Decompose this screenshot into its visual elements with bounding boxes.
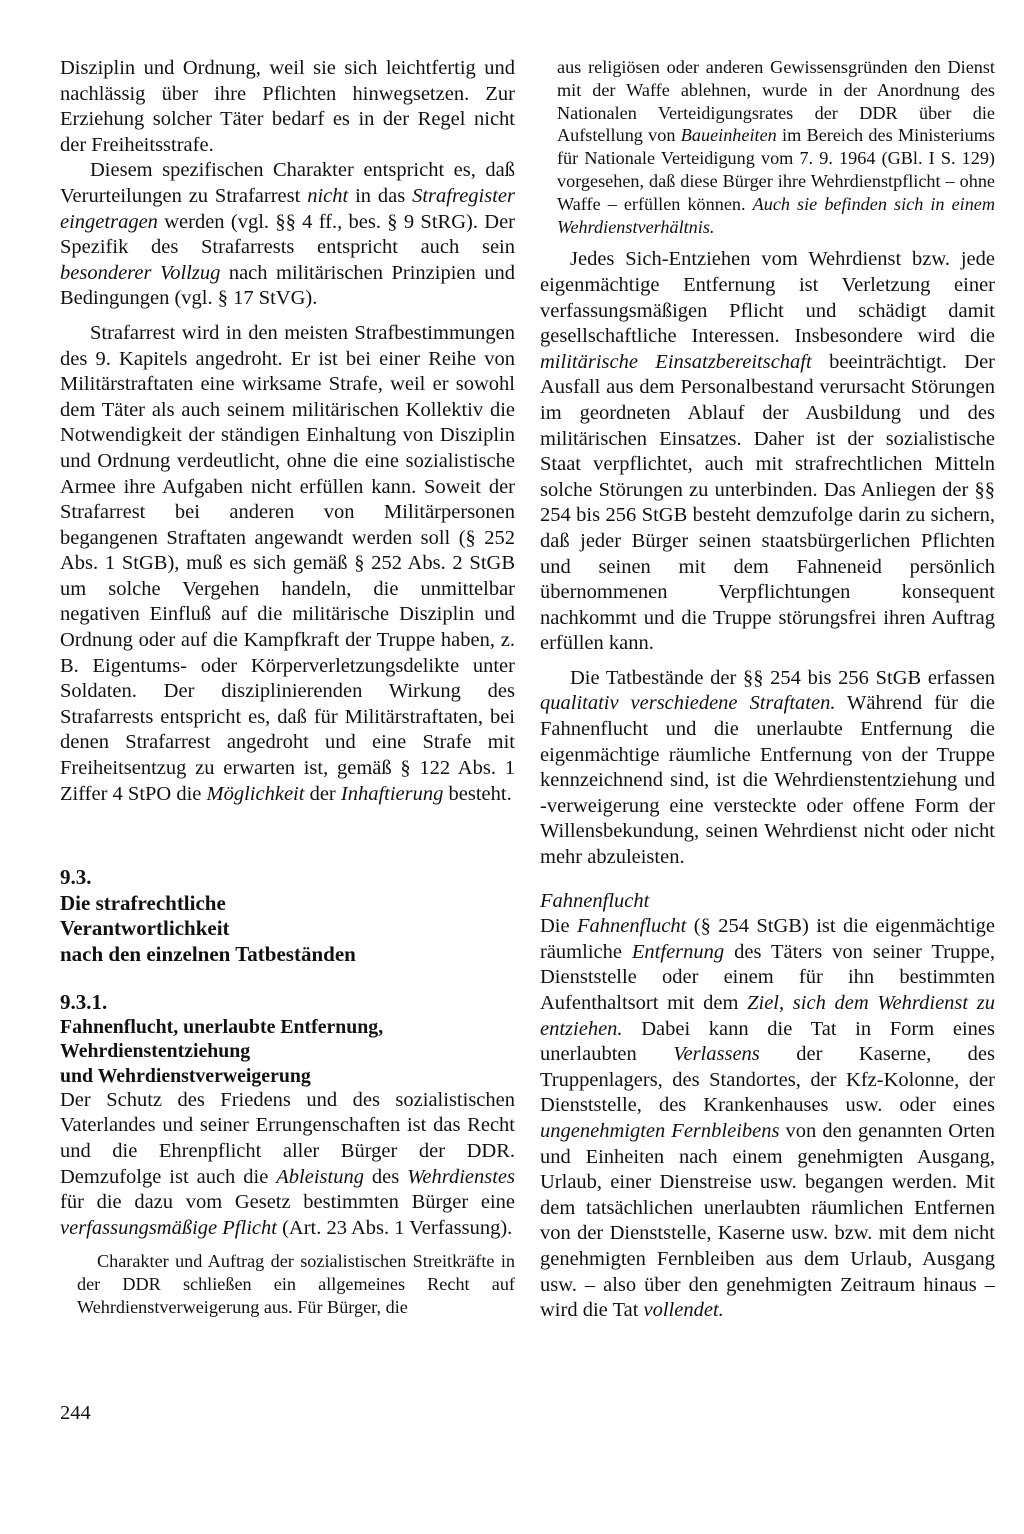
page-number: 244 (60, 1402, 91, 1424)
left-column (60, 56, 515, 1319)
paragraph: Disziplin und Ordnung, weil sie sich leichtfertig und nachlässig über ihre Pflichten hinwegsetzen. Zur Erziehung solcher Täter bedarf es in der Regel nicht der Freiheitsstrafe. (60, 57, 515, 156)
section-number: 9.3. (60, 865, 92, 890)
subsection-heading-line: Wehrdienstentziehung (60, 1040, 251, 1063)
paragraph: Diesem spezifischen Charakter entspricht es, daß Verurteilungen zu Strafarrest nicht in das Strafregister eingetragen werden (vgl. §§ 4 ff., bes. § 9 StRG). Der Spezifik des Strafarrests entspricht auch sein besonderer Vollzug nach militärischen Prinzipien und Bedingungen (vgl. § 17 StVG). (60, 159, 515, 310)
paragraph: Die Tatbestände der §§ 254 bis 256 StGB erfassen qualitativ verschiedene Straftaten. Während für die Fahnenflucht und die unerlaubte Entfernung die eigenmächtige räumliche Entfernung von der Truppe kennzeichnend sind, ist die Wehrdienstentziehung und -verweigerung eine versteckte oder offene Form der Willensbekundung, seinen Wehrdienst nicht oder nicht mehr abzuleisten. (540, 666, 995, 869)
paragraph: Strafarrest wird in den meisten Strafbestimmungen des 9. Kapitels angedroht. Er ist bei einer Reihe von Militärstraftaten eine wirksame Strafe, weil er sowohl dem Täter als auch seinem militärischen Kollektiv die Notwendigkeit der ständigen Einhaltung von Disziplin und Ordnung verdeutlicht, ohne die eine sozialistische Armee ihre Aufgaben nicht erfüllen kann. Soweit der Strafarrest bei anderen von Militärpersonen begangenen Straftaten angewandt werden soll (§ 252 Abs. 1 StGB), muß es sich gemäß § 252 Abs. 2 StGB um solche Vergehen handeln, die unmittelbar negativen Einfluß auf die militärische Disziplin und Ordnung oder auf die Kampfkraft der Truppe haben, z. B. Eigentums- oder Körperverletzungsdelikte unter Soldaten. Der disziplinierenden Wirkung des Strafarrests entspricht es, daß für Militärstraftaten, bei denen Strafarrest angedroht und eine Strafe mit Freiheitsentzug zu erwarten ist, gemäß § 122 Abs. 1 Ziffer 4 StPO die Möglichkeit der Inhaftierung besteht. (60, 321, 515, 805)
subsection-heading-line: und Wehrdienstverweigerung (60, 1064, 311, 1087)
section-heading-line: nach den einzelnen Tatbeständen (60, 942, 356, 966)
right-column (540, 56, 995, 1324)
subsection-number: 9.3.1. (60, 989, 108, 1014)
subsection-heading-line: Fahnenflucht, unerlaubte Entfernung, (60, 1016, 384, 1039)
paragraph: Der Schutz des Friedens und des sozialistischen Vaterlandes und seiner Errungenschaften ist das Recht und die Ehrenpflicht aller Bürger der DDR. Demzufolge ist auch die Ableistung des Wehrdienstes für die dazu vom Gesetz bestimmten Bürger eine verfassungsmäßige Pflicht (Art. 23 Abs. 1 Verfassung). (60, 1088, 516, 1239)
small-print-paragraph: Charakter und Auftrag der sozialistischen Streitkräfte in der DDR schließen ein allgemeines Recht auf Wehrdienstverweigerung aus. Für Bürger, die (77, 1251, 515, 1317)
paragraph: Die Fahnenflucht (§ 254 StGB) ist die eigenmächtige räumliche Entfernung des Täters von seiner Truppe, Dienststelle oder einem für ihn bestimmten Aufenthaltsort mit dem Ziel, sich dem Wehrdienst zu entziehen. Dabei kann die Tat in Form eines unerlaubten Verlassens der Kaserne, des Truppenlagers, des Standortes, der Kfz-Kolonne, der Dienststelle, des Krankenhauses usw. oder eines ungenehmigten Fernbleibens von den genannten Orten und Einheiten nach einem genehmigten Ausgang, Urlaub, einer Dienstreise usw. begangen werden. Mit dem tatsächlichen unerlaubten räumlichen Entfernen von der Dienststelle, Kaserne usw. bzw. mit dem nicht genehmigten Fernbleiben aus dem Urlaub, Ausgang usw. – also über den genehmigten Zeitraum hinaus – wird die Tat vollendet. (540, 915, 995, 1322)
section-heading-line: Die strafrechtliche (60, 890, 226, 915)
run-in-heading: Fahnenflucht (540, 889, 650, 912)
section-heading-line: Verantwortlichkeit (60, 916, 230, 941)
paragraph: Jedes Sich-Entziehen vom Wehrdienst bzw. jede eigenmächtige Entfernung ist Verletzung einer verfassungsmäßigen Pflicht und schädigt damit gesellschaftliche Interessen. Insbesondere wird die militärische Einsatzbereitschaft beeinträchtigt. Der Ausfall aus dem Personalbestand verursacht Störungen im geordneten Ablauf der Ausbildung und des militärischen Einsatzes. Daher ist der sozialistische Staat verpflichtet, auch mit strafrechtlichen Mitteln solche Störungen zu unterbinden. Das Anliegen der §§ 254 bis 256 StGB besteht demzufolge darin zu sichern, daß jeder Bürger seinen staatsbürgerlichen Pflichten und seinen mit dem Fahneneid persönlich übernommenen Verpflichtungen konsequent nachkommt und die Truppe störungsfrei ihren Auftrag erfüllen kann. (540, 248, 995, 655)
small-print-paragraph: aus religiösen oder anderen Gewissensgründen den Dienst mit der Waffe ablehnen, wurde in der Anordnung des Nationalen Verteidigungsrates der DDR über die Aufstellung von Baueinheiten im Bereich des Ministeriums für Nationale Verteidigung vom 7. 9. 1964 (GBl. I S. 129) vorgesehen, daß diese Bürger ihre Wehrdienstpflicht – ohne Waffe – erfüllen können. Auch sie befinden sich in einem Wehrdienstverhältnis. (557, 57, 995, 237)
